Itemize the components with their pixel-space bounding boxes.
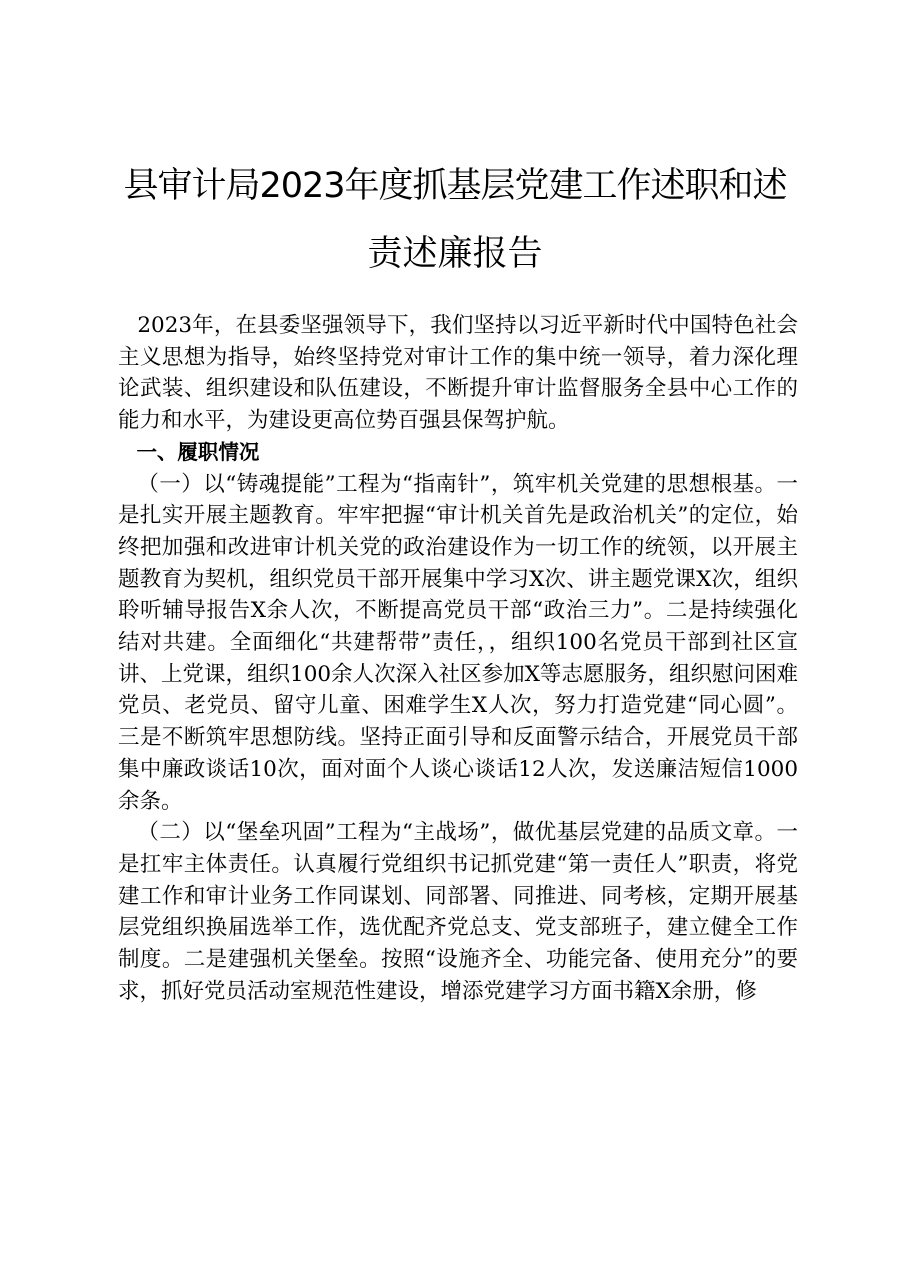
intro-paragraph: 2023年，在县委坚强领导下，我们坚持以习近平新时代中国特色社会主义思想为指导，始终坚持党对审计工作的集中统一领导，着力深化理论武装、组织建设和队伍建设，不断提升审计监督服务全县中心工作的能力和水平，为建设更高位势百强县保驾护航。 xyxy=(118,313,798,434)
document-body xyxy=(118,310,798,1007)
section-heading: 一、履职情况 xyxy=(136,439,260,464)
body-paragraph: （二）以“堡垒巩固”工程为“主战场”，做优基层党建的品质文章。一是扛牢主体责任。认真履行党组织书记抓党建“第一责任人”职责，将党建工作和审计业务工作同谋划、同部署、同推进、同考核，定期开展基层党组织换届选举工作，选优配齐党总支、党支部班子，建立健全工作制度。二是建强机关堡垒。按照“设施齐全、功能完备、使用充分”的要求，抓好党员活动室规范性建设，增添党建学习方面书籍X余册，修 xyxy=(118,820,799,1004)
body-paragraph: （一）以“铸魂提能”工程为“指南针”，筑牢机关党建的思想根基。一是扎实开展主题教育。牢牢把握“审计机关首先是政治机关”的定位，始终把加强和改进审计机关党的政治建设作为一切工作的统领，以开展主题教育为契机，组织党员干部开展集中学习X次、讲主题党课X次，组织聆听辅导报告X余人次，不断提高党员干部“政治三力”。二是持续强化结对共建。全面细化“共建帮带”责任，，组织100名党员干部到社区宣讲、上党课，组织100余人次深入社区参加X等志愿服务，组织慰问困难党员、老党员、留守儿童、困难学生X人次，努力打造党建“同心圆”。三是不断筑牢思想防线。坚持正面引导和反面警示结合，开展党员干部集中廉政谈话10次，面对面个人谈心谈话12人次，发送廉洁短信1000余条。 xyxy=(118,471,799,814)
document-title-line-2: 责述廉报告 xyxy=(367,234,543,274)
document-title-line-1: 县审计局2023年度抓基层党建工作述职和述 xyxy=(123,166,787,206)
